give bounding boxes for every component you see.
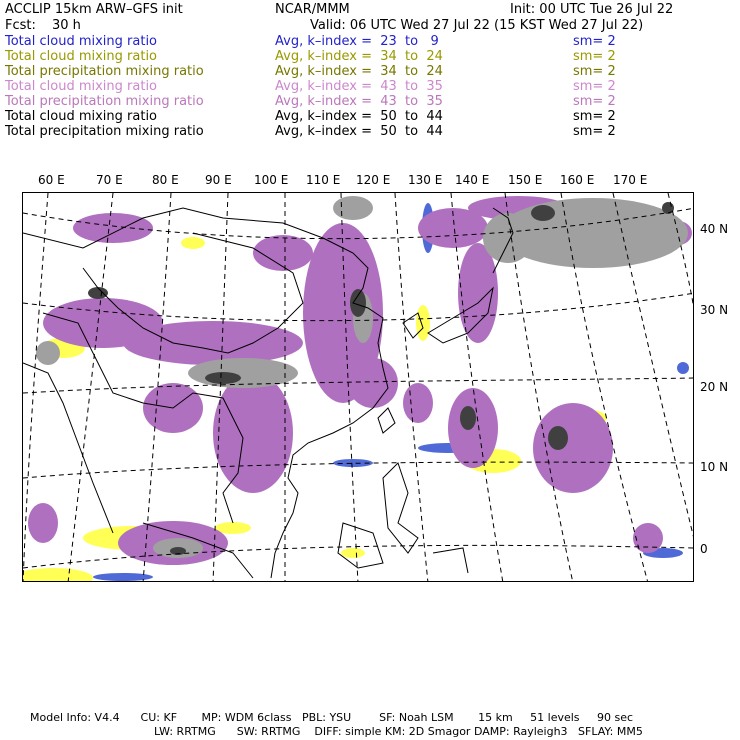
legend-row xyxy=(5,64,740,79)
legend-field-label: Total precipitation mixing ratio xyxy=(5,94,204,109)
longitude-label: 90 E xyxy=(205,173,232,187)
legend-field-label: Total cloud mixing ratio xyxy=(5,79,158,94)
legend-smoothing: sm= 2 xyxy=(573,94,616,109)
footer-model-info: Model Info: V4.4 CU: KF MP: WDM 6class PBL: YSU SF: Noah LSM 15 km 51 levels 90 sec xyxy=(30,711,634,724)
legend-field-label: Total precipitation mixing ratio xyxy=(5,64,204,79)
legend-field-label: Total cloud mixing ratio xyxy=(5,34,158,49)
longitude-label: 120 E xyxy=(356,173,391,187)
legend-smoothing: sm= 2 xyxy=(573,49,616,64)
legend-index-range: Avg, k–index = 43 to 35 xyxy=(275,94,443,109)
legend-smoothing: sm= 2 xyxy=(573,34,616,49)
latitude-label: 20 N xyxy=(700,380,729,394)
footer-physics-info: LW: RRTMG SW: RRTMG DIFF: simple KM: 2D Smagor DAMP: Rayleigh3 SFLAY: MM5 xyxy=(154,725,643,738)
longitude-label: 100 E xyxy=(254,173,289,187)
legend-index-range: Avg, k–index = 50 to 44 xyxy=(275,109,443,124)
latitude-label: 40 N xyxy=(700,222,729,236)
latitude-label: 0 xyxy=(700,542,708,556)
map-canvas xyxy=(23,193,694,582)
longitude-label: 140 E xyxy=(455,173,490,187)
latitude-label: 30 N xyxy=(700,303,729,317)
valid-time: Valid: 06 UTC Wed 27 Jul 22 (15 KST Wed 27 Jul 22) xyxy=(310,18,644,33)
longitude-label: 70 E xyxy=(96,173,123,187)
legend-row xyxy=(5,49,740,64)
forecast-hour: 30 h xyxy=(52,18,81,33)
legend-field-label: Total precipitation mixing ratio xyxy=(5,124,204,139)
legend-index-range: Avg, k–index = 34 to 24 xyxy=(275,64,443,79)
legend-index-range: Avg, k–index = 23 to 9 xyxy=(275,34,439,49)
longitude-label: 110 E xyxy=(306,173,341,187)
longitude-label: 160 E xyxy=(560,173,595,187)
legend-field-label: Total cloud mixing ratio xyxy=(5,109,158,124)
longitude-label: 80 E xyxy=(152,173,179,187)
init-time: Init: 00 UTC Tue 26 Jul 22 xyxy=(510,2,674,17)
legend-row xyxy=(5,124,740,139)
longitude-label: 130 E xyxy=(408,173,443,187)
cloud-fields xyxy=(23,196,692,582)
legend-index-range: Avg, k–index = 43 to 35 xyxy=(275,79,443,94)
legend-row xyxy=(5,109,740,124)
model-title: ACCLIP 15km ARW–GFS init xyxy=(5,2,183,17)
legend-smoothing: sm= 2 xyxy=(573,109,616,124)
legend-smoothing: sm= 2 xyxy=(573,79,616,94)
legend-field-label: Total cloud mixing ratio xyxy=(5,49,158,64)
legend-row xyxy=(5,94,740,109)
longitude-label: 150 E xyxy=(508,173,543,187)
latitude-label: 10 N xyxy=(700,460,729,474)
legend-smoothing: sm= 2 xyxy=(573,124,616,139)
legend-index-range: Avg, k–index = 34 to 24 xyxy=(275,49,443,64)
center-name: NCAR/MMM xyxy=(275,2,350,17)
legend-smoothing: sm= 2 xyxy=(573,64,616,79)
legend-row xyxy=(5,79,740,94)
map-panel xyxy=(22,192,694,582)
longitude-label: 60 E xyxy=(38,173,65,187)
legend-index-range: Avg, k–index = 50 to 44 xyxy=(275,124,443,139)
legend-row xyxy=(5,34,740,49)
longitude-label: 170 E xyxy=(613,173,648,187)
forecast-label: Fcst: xyxy=(5,18,36,33)
